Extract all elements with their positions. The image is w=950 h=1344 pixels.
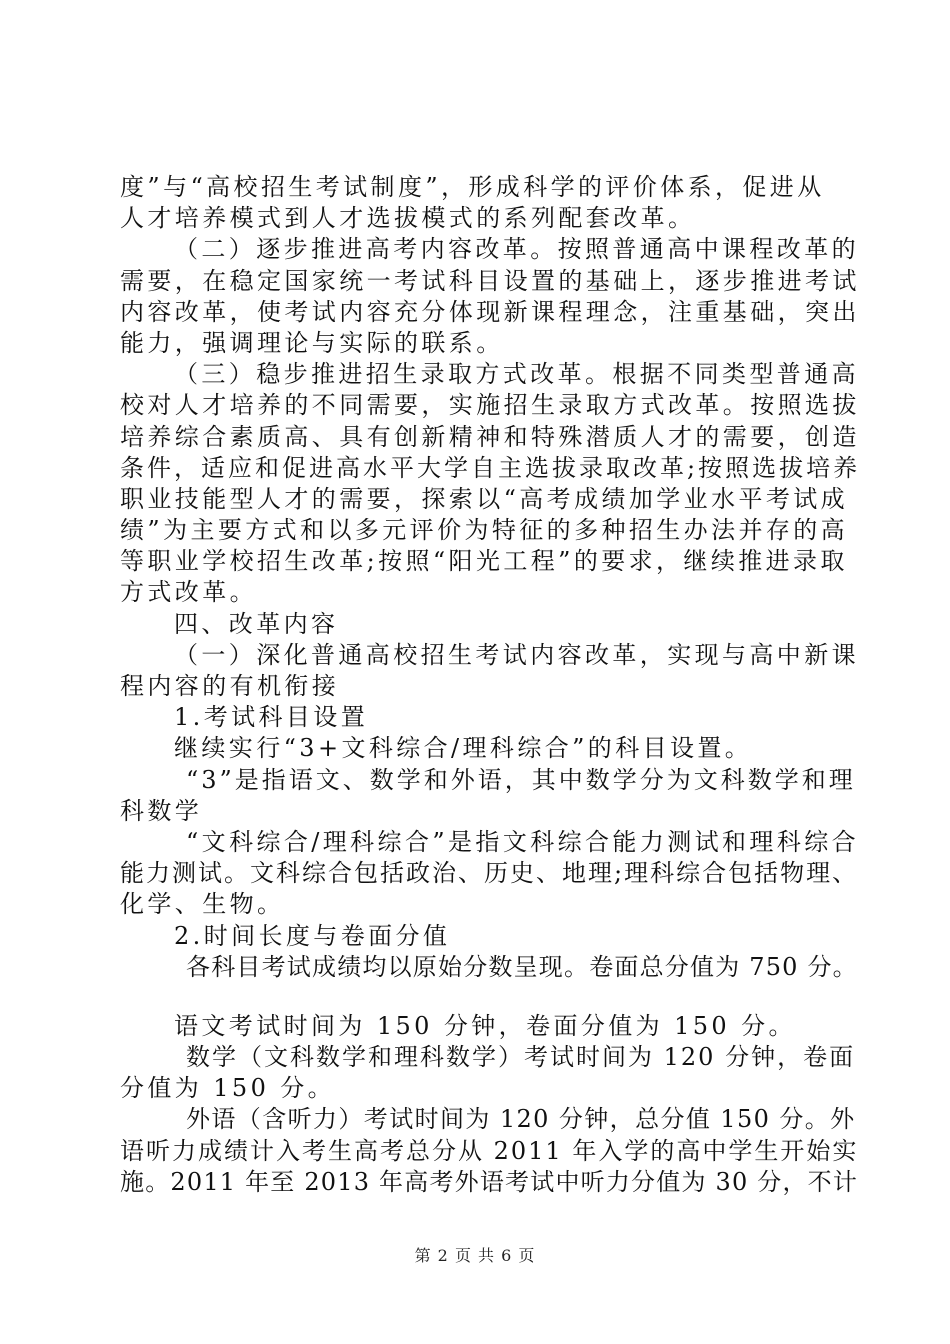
- text-line: 需要，在稳定国家统一考试科目设置的基础上，逐步推进考试: [120, 266, 860, 295]
- text-line: 继续实行“3+文科综合/理科综合”的科目设置。: [174, 734, 753, 763]
- text-line: 科数学: [120, 796, 203, 825]
- text-line: 语文考试时间为 150 分钟，卷面分值为 150 分。: [174, 1011, 796, 1040]
- text-line: 能力，强调理论与实际的联系。: [120, 328, 504, 357]
- text-line: 度”与“高校招生考试制度”，形成科学的评价体系，促进从: [120, 173, 825, 201]
- text-line: 数学（文科数学和理科数学）考试时间为 120 分钟，卷面: [186, 1043, 856, 1072]
- text-line: 语听力成绩计入考生高考总分从 2011 年入学的高中学生开始实: [120, 1136, 859, 1165]
- document-body: [120, 172, 860, 1198]
- text-line: 绩”为主要方式和以多元评价为特征的多种招生办法并存的高: [120, 516, 849, 545]
- text-line: 外语（含听力）考试时间为 120 分钟，总分值 150 分。外: [186, 1105, 856, 1134]
- text-line: 四、改革内容: [174, 609, 339, 638]
- text-line: 内容改革，使考试内容充分体现新课程理念，注重基础，突出: [120, 297, 860, 326]
- text-line: （二）逐步推进高考内容改革。按照普通高中课程改革的: [174, 235, 859, 264]
- text-line: 1.考试科目设置: [174, 703, 369, 732]
- text-line: （三）稳步推进招生录取方式改革。根据不同类型普通高: [174, 360, 859, 389]
- text-line: （一）深化普通高校招生考试内容改革，实现与高中新课: [174, 640, 859, 669]
- text-line: 各科目考试成绩均以原始分数呈现。卷面总分值为 750 分。: [186, 952, 858, 981]
- text-line: 施。2011 年至 2013 年高考外语考试中听力分值为 30 分，不计: [120, 1167, 859, 1196]
- text-line: 职业技能型人才的需要，探索以“高考成绩加学业水平考试成: [120, 484, 849, 513]
- text-line: 2.时间长度与卷面分值: [174, 921, 451, 950]
- text-line: 分值为 150 分。: [120, 1074, 336, 1103]
- text-line: 校对人才培养的不同需要，实施招生录取方式改革。按照选拔: [120, 391, 860, 420]
- text-line: 条件，适应和促进高水平大学自主选拔录取改革;按照选拔培养: [120, 453, 861, 482]
- text-line: 化学、生物。: [120, 890, 285, 919]
- text-line: 方式改革。: [120, 578, 257, 607]
- text-line: “文科综合/理科综合”是指文科综合能力测试和理科综合: [186, 827, 860, 856]
- text-line: 培养综合素质高、具有创新精神和特殊潜质人才的需要，创造: [120, 422, 860, 451]
- text-line: 程内容的有机衔接: [120, 672, 340, 700]
- text-line: “3”是指语文、数学和外语，其中数学分为文科数学和理: [186, 765, 856, 794]
- text-line: 能力测试。文科综合包括政治、历史、地理;理科综合包括物理、: [120, 859, 859, 888]
- text-line: 等职业学校招生改革;按照“阳光工程”的要求，继续推进录取: [120, 547, 848, 576]
- page-footer: 第 2 页 共 6 页: [414, 1246, 536, 1265]
- text-line: 人才培养模式到人才选拔模式的系列配套改革。: [120, 204, 696, 233]
